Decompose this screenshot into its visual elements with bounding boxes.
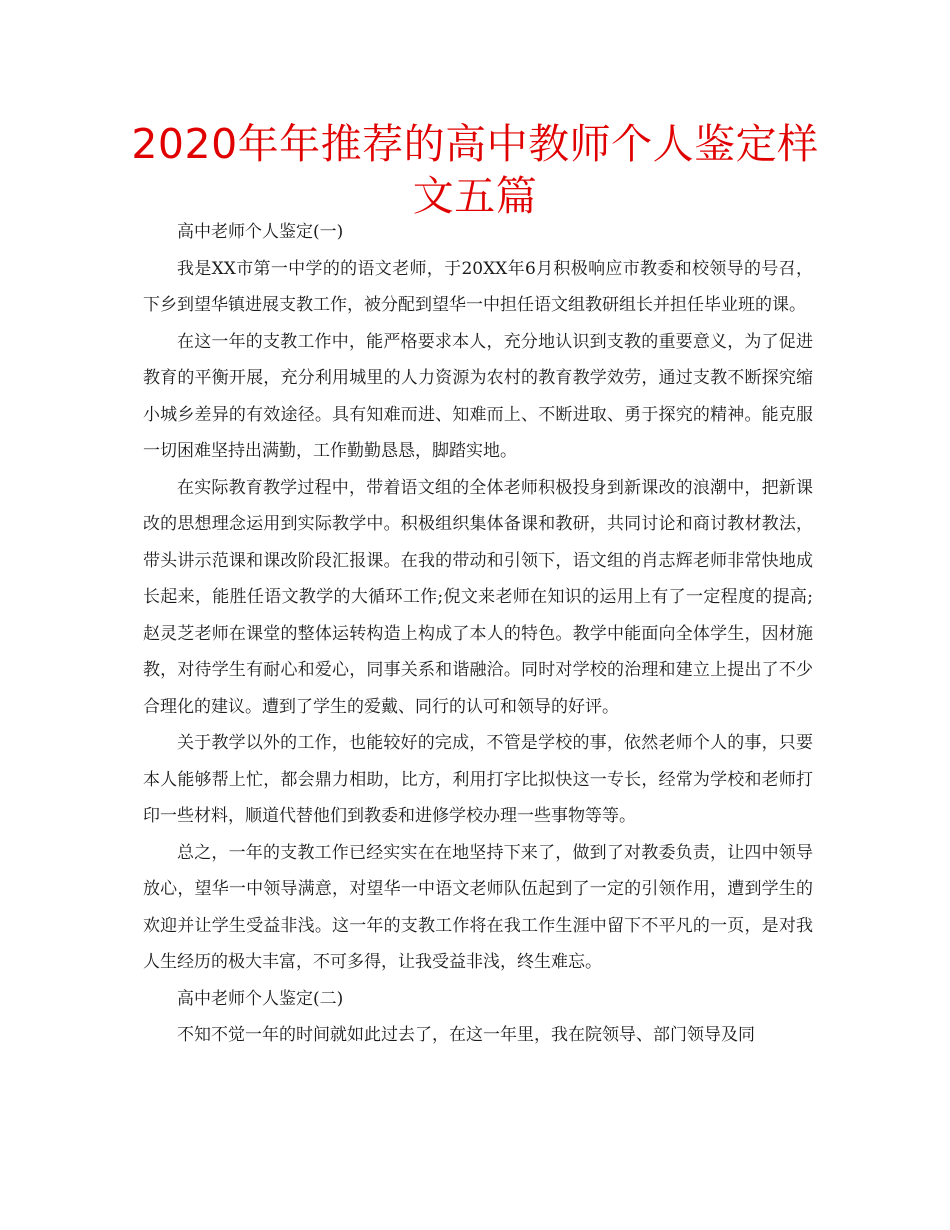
paragraph: 在实际教育教学过程中，带着语文组的全体老师积极投身到新课改的浪潮中，把新课改的思想理念运用到实际教学中。积极组织集体备课和教研，共同讨论和商讨教材教法，带头讲示范课和课改阶段汇报课。在我的带动和引领下，语文组的肖志辉老师非常快地成长起来，能胜任语文教学的大循环工作;倪文来老师在知识的运用上有了一定程度的提高;赵灵芝老师在课堂的整体运转构造上构成了本人的特色。教学中能面向全体学生，因材施教，对待学生有耐心和爱心，同事关系和谐融洽。同时对学校的治理和建立上提出了不少合理化的建议。遭到了学生的爱戴、同行的认可和领导的好评。 [143,477,813,717]
paragraph: 不知不觉一年的时间就如此过去了，在这一年里，我在院领导、部门领导及同 [177,1025,755,1045]
paragraph: 总之，一年的支教工作已经实实在在地坚持下来了，做到了对教委负责，让四中领导放心，望华一中领导满意，对望华一中语文老师队伍起到了一定的引领作用，遭到学生的欢迎并让学生受益非浅。这一年的支教工作将在我工作生涯中留下不平凡的一页，是对我人生经历的极大丰富，不可多得，让我受益非浅，终生难忘。 [143,842,813,972]
section-heading: 高中老师个人鉴定(二) [177,988,344,1009]
document-body [143,214,813,1054]
document-title: 2020年年推荐的高中教师个人鉴定样文五篇 [131,120,819,220]
section-heading: 高中老师个人鉴定(一) [177,222,344,242]
paragraph: 关于教学以外的工作，也能较好的完成，不管是学校的事，依然老师个人的事，只要本人能够帮上忙，都会鼎力相助，比方，利用打字比拟快这一专长，经常为学校和老师打印一些材料，顺道代替他们到教委和进修学校办理一些事物等等。 [143,733,813,826]
paragraph: 在这一年的支教工作中，能严格要求本人，充分地认识到支教的重要意义，为了促进教育的平衡开展，充分利用城里的人力资源为农村的教育教学效劳，通过支教不断探究缩小城乡差异的有效途径。具有知难而进、知难而上、不断进取、勇于探究的精神。能克服一切困难坚持出满勤，工作勤勤恳恳，脚踏实地。 [143,331,813,461]
paragraph: 我是XX市第一中学的的语文老师，于20XX年6月积极响应市教委和校领导的号召，下乡到望华镇进展支教工作，被分配到望华一中担任语文组教研组长并担任毕业班的课。 [143,258,813,315]
